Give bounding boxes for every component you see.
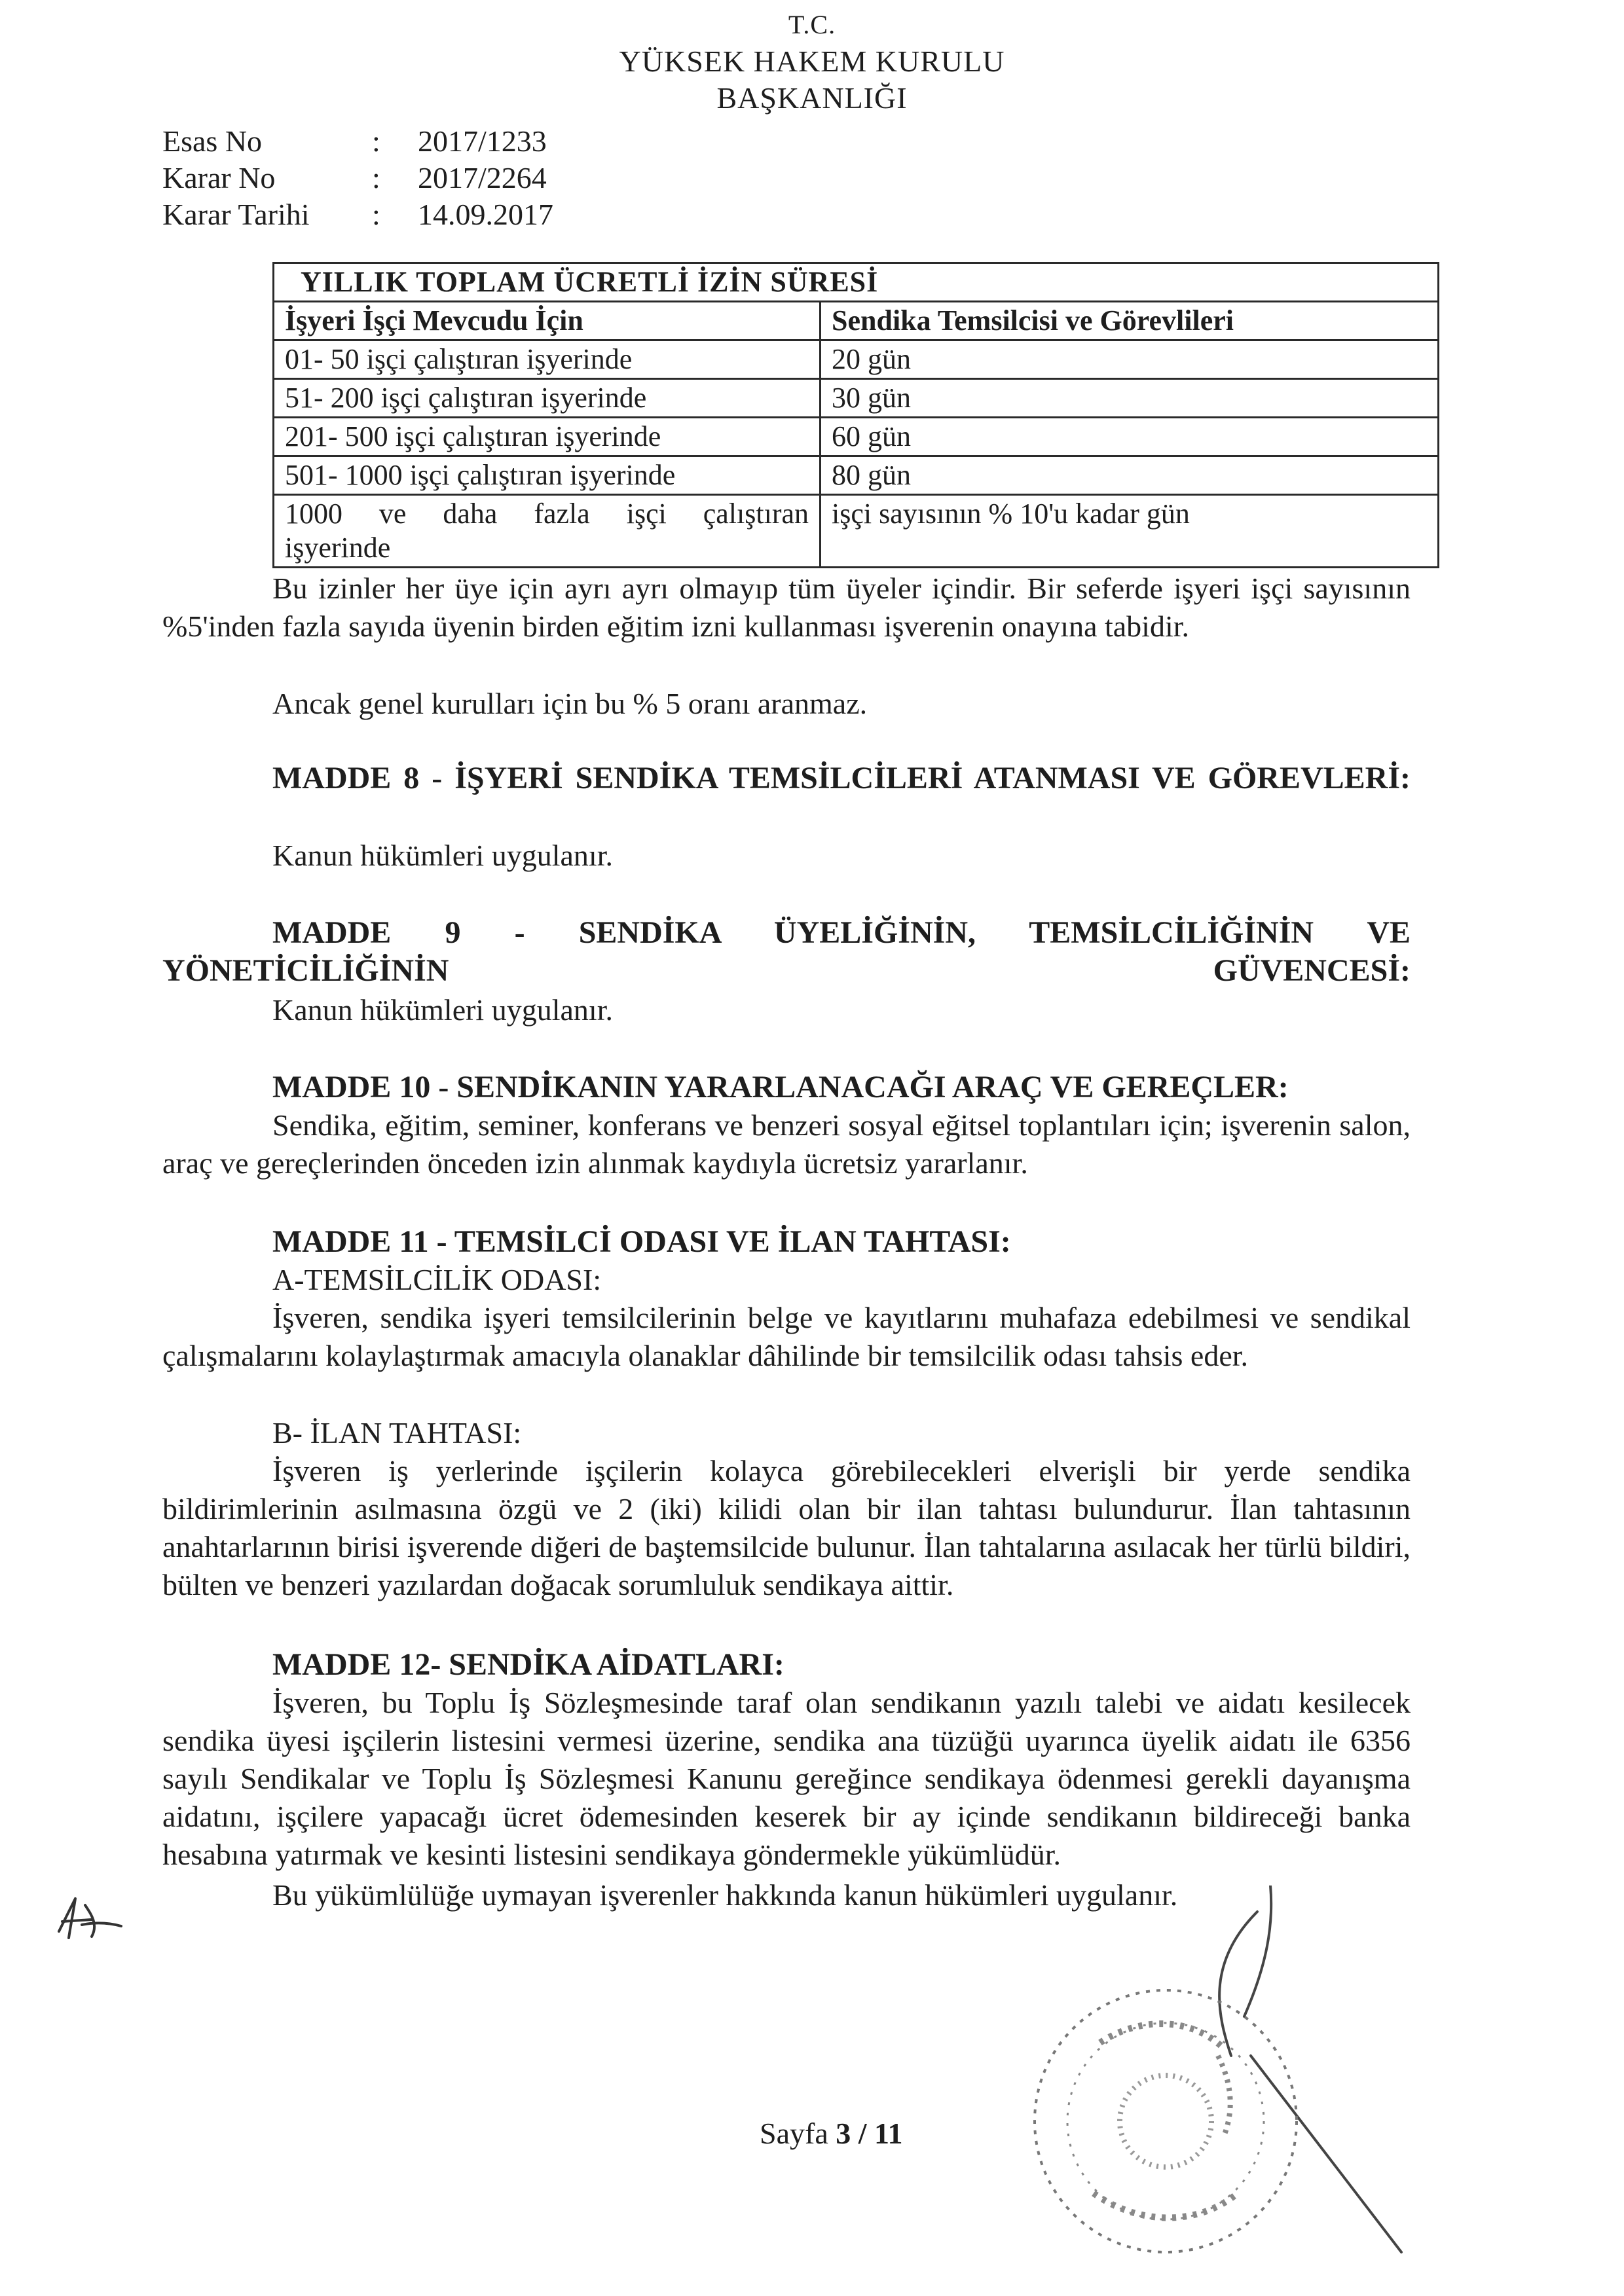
meta-value: 2017/1233 [418, 124, 547, 158]
paragraph: Kanun hükümleri uygulanır. [272, 839, 613, 872]
table-cell: 01- 50 işçi çalıştıran işyerinde [274, 340, 821, 379]
paragraph: Kanun hükümleri uygulanır. [272, 993, 613, 1027]
table-cell [274, 495, 821, 568]
table-cell: 201- 500 işçi çalıştıran işyerinde [274, 418, 821, 456]
meta-row-karar-tarihi: Karar Tarihi : 14.09.2017 [162, 196, 553, 233]
paragraph: İşveren iş yerlerinde işçilerin kolayca görebilecekleri elverişli bir yerde sendika bildirimlerinin asılmasına özgü ve 2 (iki) kilidi olan bir ilan tahtası bulundurur. İlan tahtasının anahtarlarının birisi işverende diğeri de baştemsilcide bulunur. İlan tahtalarına asılacak her türlü bildiri, bülten ve benzeri yazılardan doğacak sorumluluk sendikaya aittir. [162, 1454, 1411, 1601]
subheading: A-TEMSİLCİLİK ODASI: [272, 1263, 602, 1296]
table-row [274, 495, 1439, 568]
column-header: İşyeri İşçi Mevcudu İçin [274, 302, 821, 340]
table-row [274, 340, 1439, 379]
meta-value: 2017/2264 [418, 161, 547, 194]
meta-label: Esas No [162, 124, 263, 158]
table-header-row [274, 302, 1439, 340]
page-number [760, 2116, 903, 2151]
table-cell: 80 gün [821, 456, 1439, 495]
initials-signature-icon [46, 1886, 131, 1951]
meta-row-esas: Esas No : 2017/1233 [162, 123, 547, 160]
table-cell: 20 gün [821, 340, 1439, 379]
header-institution: YÜKSEK HAKEM KURULU [619, 45, 1005, 78]
header-department: BAŞKANLIĞI [716, 81, 908, 115]
page-prefix: Sayfa [760, 2117, 828, 2150]
table-cell: 60 gün [821, 418, 1439, 456]
meta-row-karar: Karar No : 2017/2264 [162, 160, 547, 196]
table-cell: 501- 1000 işçi çalıştıran işyerinde [274, 456, 821, 495]
subheading: B- İLAN TAHTASI: [272, 1416, 522, 1449]
table-row [274, 456, 1439, 495]
document-header [550, 7, 1074, 117]
table-title: YILLIK TOPLAM ÜCRETLİ İZİN SÜRESİ [274, 263, 1439, 302]
section-heading-madde-10: MADDE 10 - SENDİKANIN YARARLANACAĞI ARAÇ VE GEREÇLER: [272, 1070, 1289, 1104]
meta-value: 14.09.2017 [418, 198, 553, 231]
heading-text: MADDE 9 - SENDİKA ÜYELİĞİNİN, TEMSİLCİLİĞİNİN VE YÖNETİCİLİĞİNİN GÜVENCESİ: [162, 915, 1411, 988]
heading-text: MADDE 8 - İŞYERİ SENDİKA TEMSİLCİLERİ ATANMASI VE GÖREVLERİ: [272, 761, 1411, 795]
header-tc: T.C. [788, 10, 836, 39]
paragraph: İşveren, bu Toplu İş Sözleşmesinde taraf olan sendikanın yazılı talebi ve aidatı kesilecek sendika üyesi işçilerin listesini vermesi üzerine, sendika ana tüzüğü uyarınca üyelik aidatı ile 6356 sayılı Sendikalar ve Toplu İş Sözleşmesi Kanunu gereğince sendikaya ödenmesi gerekli dayanışma aidatını, işçilere yapacağı ücret ödemesinden keserek bir ay içinde sendikanın bildireceği banka hesabına yatırmak ve kesinti listesini sendikaya göndermekle yükümlüdür. [162, 1686, 1411, 1871]
paragraph: İşveren, sendika işyeri temsilcilerinin belge ve kayıtlarını muhafaza edebilmesi ve sendikal çalışmalarını kolaylaştırmak amacıyla olanaklar dâhilinde bir temsilcilik odası tahsis eder. [162, 1301, 1411, 1372]
paragraph: Bu yükümlülüğe uymayan işverenler hakkında kanun hükümleri uygulanır. [272, 1878, 1178, 1912]
section-heading-madde-12: MADDE 12- SENDİKA AİDATLARI: [272, 1647, 784, 1682]
meta-label: Karar No [162, 161, 276, 194]
table-cell: 51- 200 işçi çalıştıran işyerinde [274, 379, 821, 418]
section-heading-madde-9 [162, 914, 1411, 990]
official-stamp-icon [1008, 1886, 1467, 2278]
section-heading-madde-8 [162, 759, 1411, 797]
table-row [274, 379, 1439, 418]
table-cell-line: işyerinde [285, 532, 391, 564]
page-number-value: 3 / 11 [836, 2117, 903, 2150]
table-title-row [274, 263, 1439, 302]
meta-label: Karar Tarihi [162, 198, 310, 231]
table-cell: işçi sayısının % 10'u kadar gün [821, 495, 1439, 568]
column-header: Sendika Temsilcisi ve Görevlileri [821, 302, 1439, 340]
leave-table [272, 262, 1439, 568]
paragraph: Bu izinler her üye için ayrı ayrı olmayıp tüm üyeler içindir. Bir seferde işyeri işçi sayısının %5'inden fazla sayıda üyenin birden eğitim izni kullanması işverenin onayına tabidir. [162, 572, 1411, 643]
table-cell: 30 gün [821, 379, 1439, 418]
table-cell-line: 1000 ve daha fazla işçi çalıştıran [285, 498, 809, 530]
table-row [274, 418, 1439, 456]
paragraph: Ancak genel kurulları için bu % 5 oranı aranmaz. [272, 687, 868, 720]
section-heading-madde-11: MADDE 11 - TEMSİLCİ ODASI VE İLAN TAHTASI: [272, 1224, 1011, 1259]
paragraph: Sendika, eğitim, seminer, konferans ve benzeri sosyal eğitsel toplantıları için; işverenin salon, araç ve gereçlerinden önceden izin alınmak kaydıyla ücretsiz yararlanır. [162, 1108, 1411, 1180]
